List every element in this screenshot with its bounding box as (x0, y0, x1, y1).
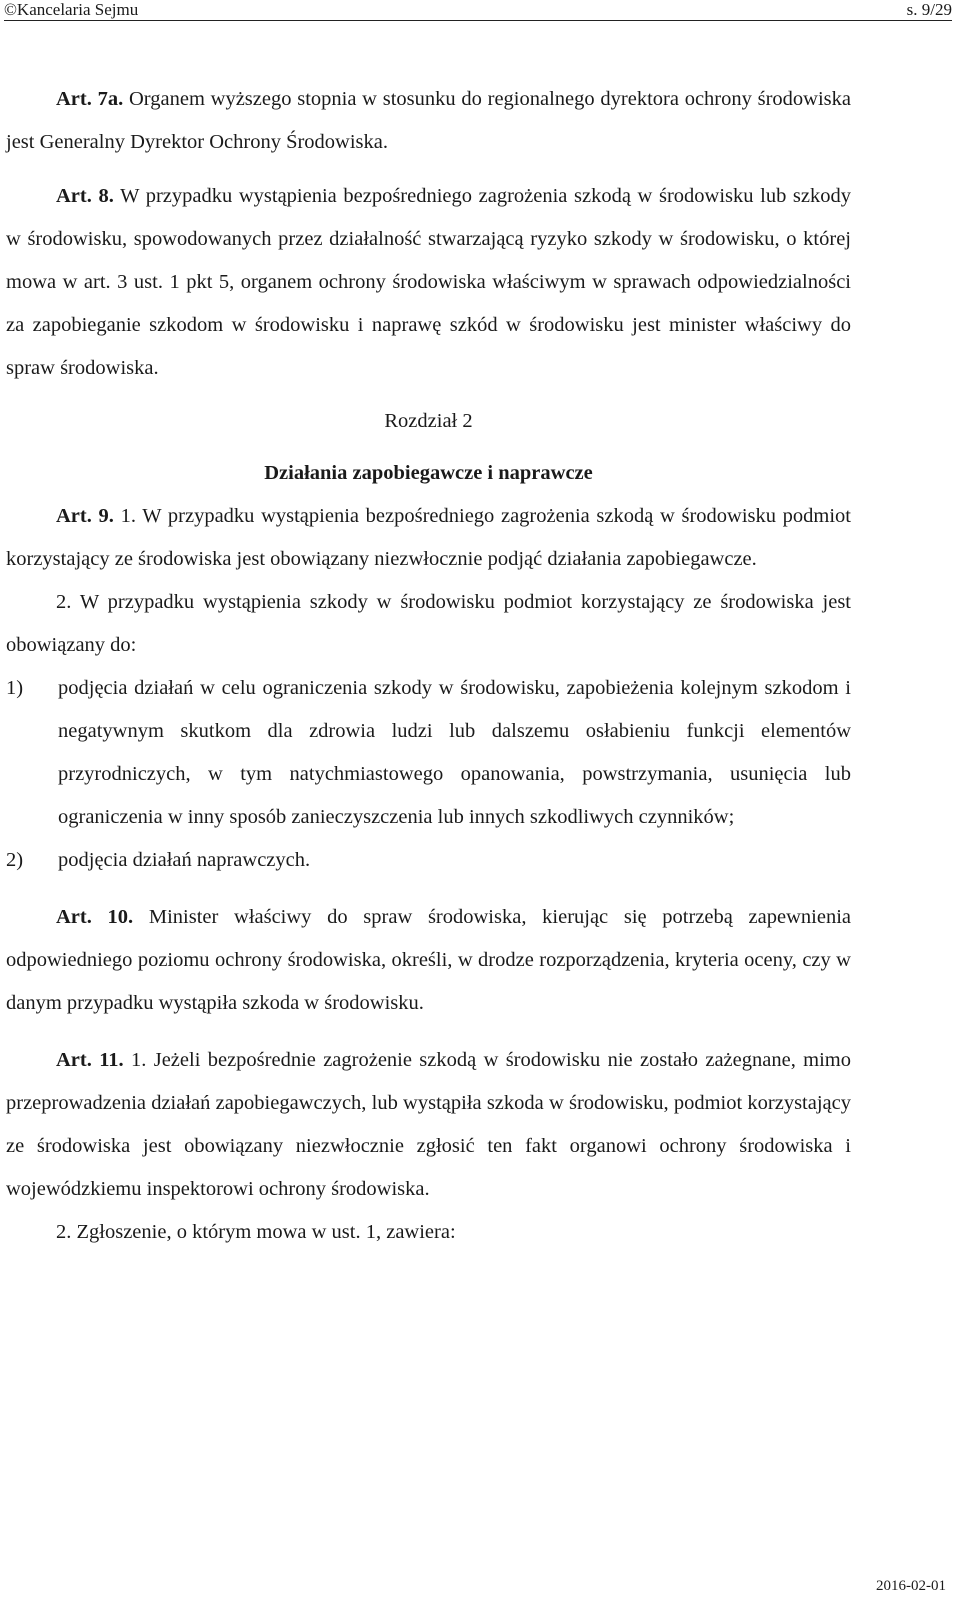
article-text: 1. W przypadku wystąpienia bezpośredniego zagrożenia szkodą w środowisku podmiot korzystający ze środowiska jest obowiązany niezwłocznie podjąć działania zapobiegawcze. (6, 505, 852, 570)
article-text: Minister właściwy do spraw środowiska, kierując się potrzebą zapewnienia odpowiedniego poziomu ochrony środowiska, określi, w drodze rozporządzenia, kryteria oceny, czy w danym przypadku wystąpiła szkoda w środowisku. (6, 906, 851, 1014)
article-label: Art. 10. (56, 906, 134, 928)
article-label: Art. 11. (56, 1049, 124, 1071)
article-11-paragraph-2: 2. Zgłoszenie, o którym mowa w ust. 1, zawiera: (56, 1221, 456, 1243)
article-8 (6, 175, 851, 390)
document-body (6, 78, 851, 1254)
article-9-paragraph-2: 2. W przypadku wystąpienia szkody w środowisku podmiot korzystający ze środowiska jest obowiązany do: (6, 591, 851, 656)
header-page-number: s. 9/29 (906, 0, 952, 19)
article-label: Art. 7a. (56, 88, 124, 110)
article-7a (6, 78, 851, 164)
list-item-text: podjęcia działań w celu ograniczenia szkody w środowisku, zapobieżenia kolejnym szkodom i negatywnym skutkom dla zdrowia ludzi lub dalszemu osłabieniu funkcji elementów przyrodniczych, w tym natychmiastowego opanowania, powstrzymania, usunięcia lub ograniczenia w inny sposób zanieczyszczenia lub innych szkodliwych czynników; (58, 677, 851, 828)
article-9-paragraph-1 (6, 495, 851, 581)
article-text: Organem wyższego stopnia w stosunku do regionalnego dyrektora ochrony środowiska jest Generalny Dyrektor Ochrony Środowiska. (6, 88, 851, 153)
page-header (4, 0, 952, 21)
header-source: ©Kancelaria Sejmu (4, 0, 139, 19)
list-item-text: podjęcia działań naprawczych. (58, 849, 311, 871)
article-10 (6, 896, 851, 1025)
article-11-paragraph-1 (6, 1039, 851, 1211)
list-item (6, 667, 851, 839)
chapter-number: Rozdział 2 (384, 410, 473, 432)
footer-date: 2016-02-01 (876, 1578, 946, 1594)
article-label: Art. 8. (56, 185, 114, 207)
chapter-title: Działania zapobiegawcze i naprawcze (264, 462, 593, 484)
article-text: 1. Jeżeli bezpośrednie zagrożenie szkodą w środowisku nie zostało zażegnane, mimo przeprowadzenia działań zapobiegawczych, lub wystąpiła szkoda w środowisku, podmiot korzystający ze środowiska jest obowiązany niezwłocznie zgłosić ten fakt organowi ochrony środowiska i wojewódzkiemu inspektorowi ochrony środowiska. (6, 1049, 851, 1200)
list-item-number: 1) (6, 677, 24, 699)
list-item-number: 2) (6, 849, 24, 871)
article-text: W przypadku wystąpienia bezpośredniego zagrożenia szkodą w środowisku lub szkody w środowisku, spowodowanych przez działalność stwarzającą ryzyko szkody w środowisku, o której mowa w art. 3 ust. 1 pkt 5, organem ochrony środowiska właściwym w sprawach odpowiedzialności za zapobieganie szkodom w środowisku i naprawę szkód w środowisku jest minister właściwy do spraw środowiska. (6, 185, 852, 379)
article-label: Art. 9. (56, 505, 114, 527)
list-item (6, 839, 851, 882)
